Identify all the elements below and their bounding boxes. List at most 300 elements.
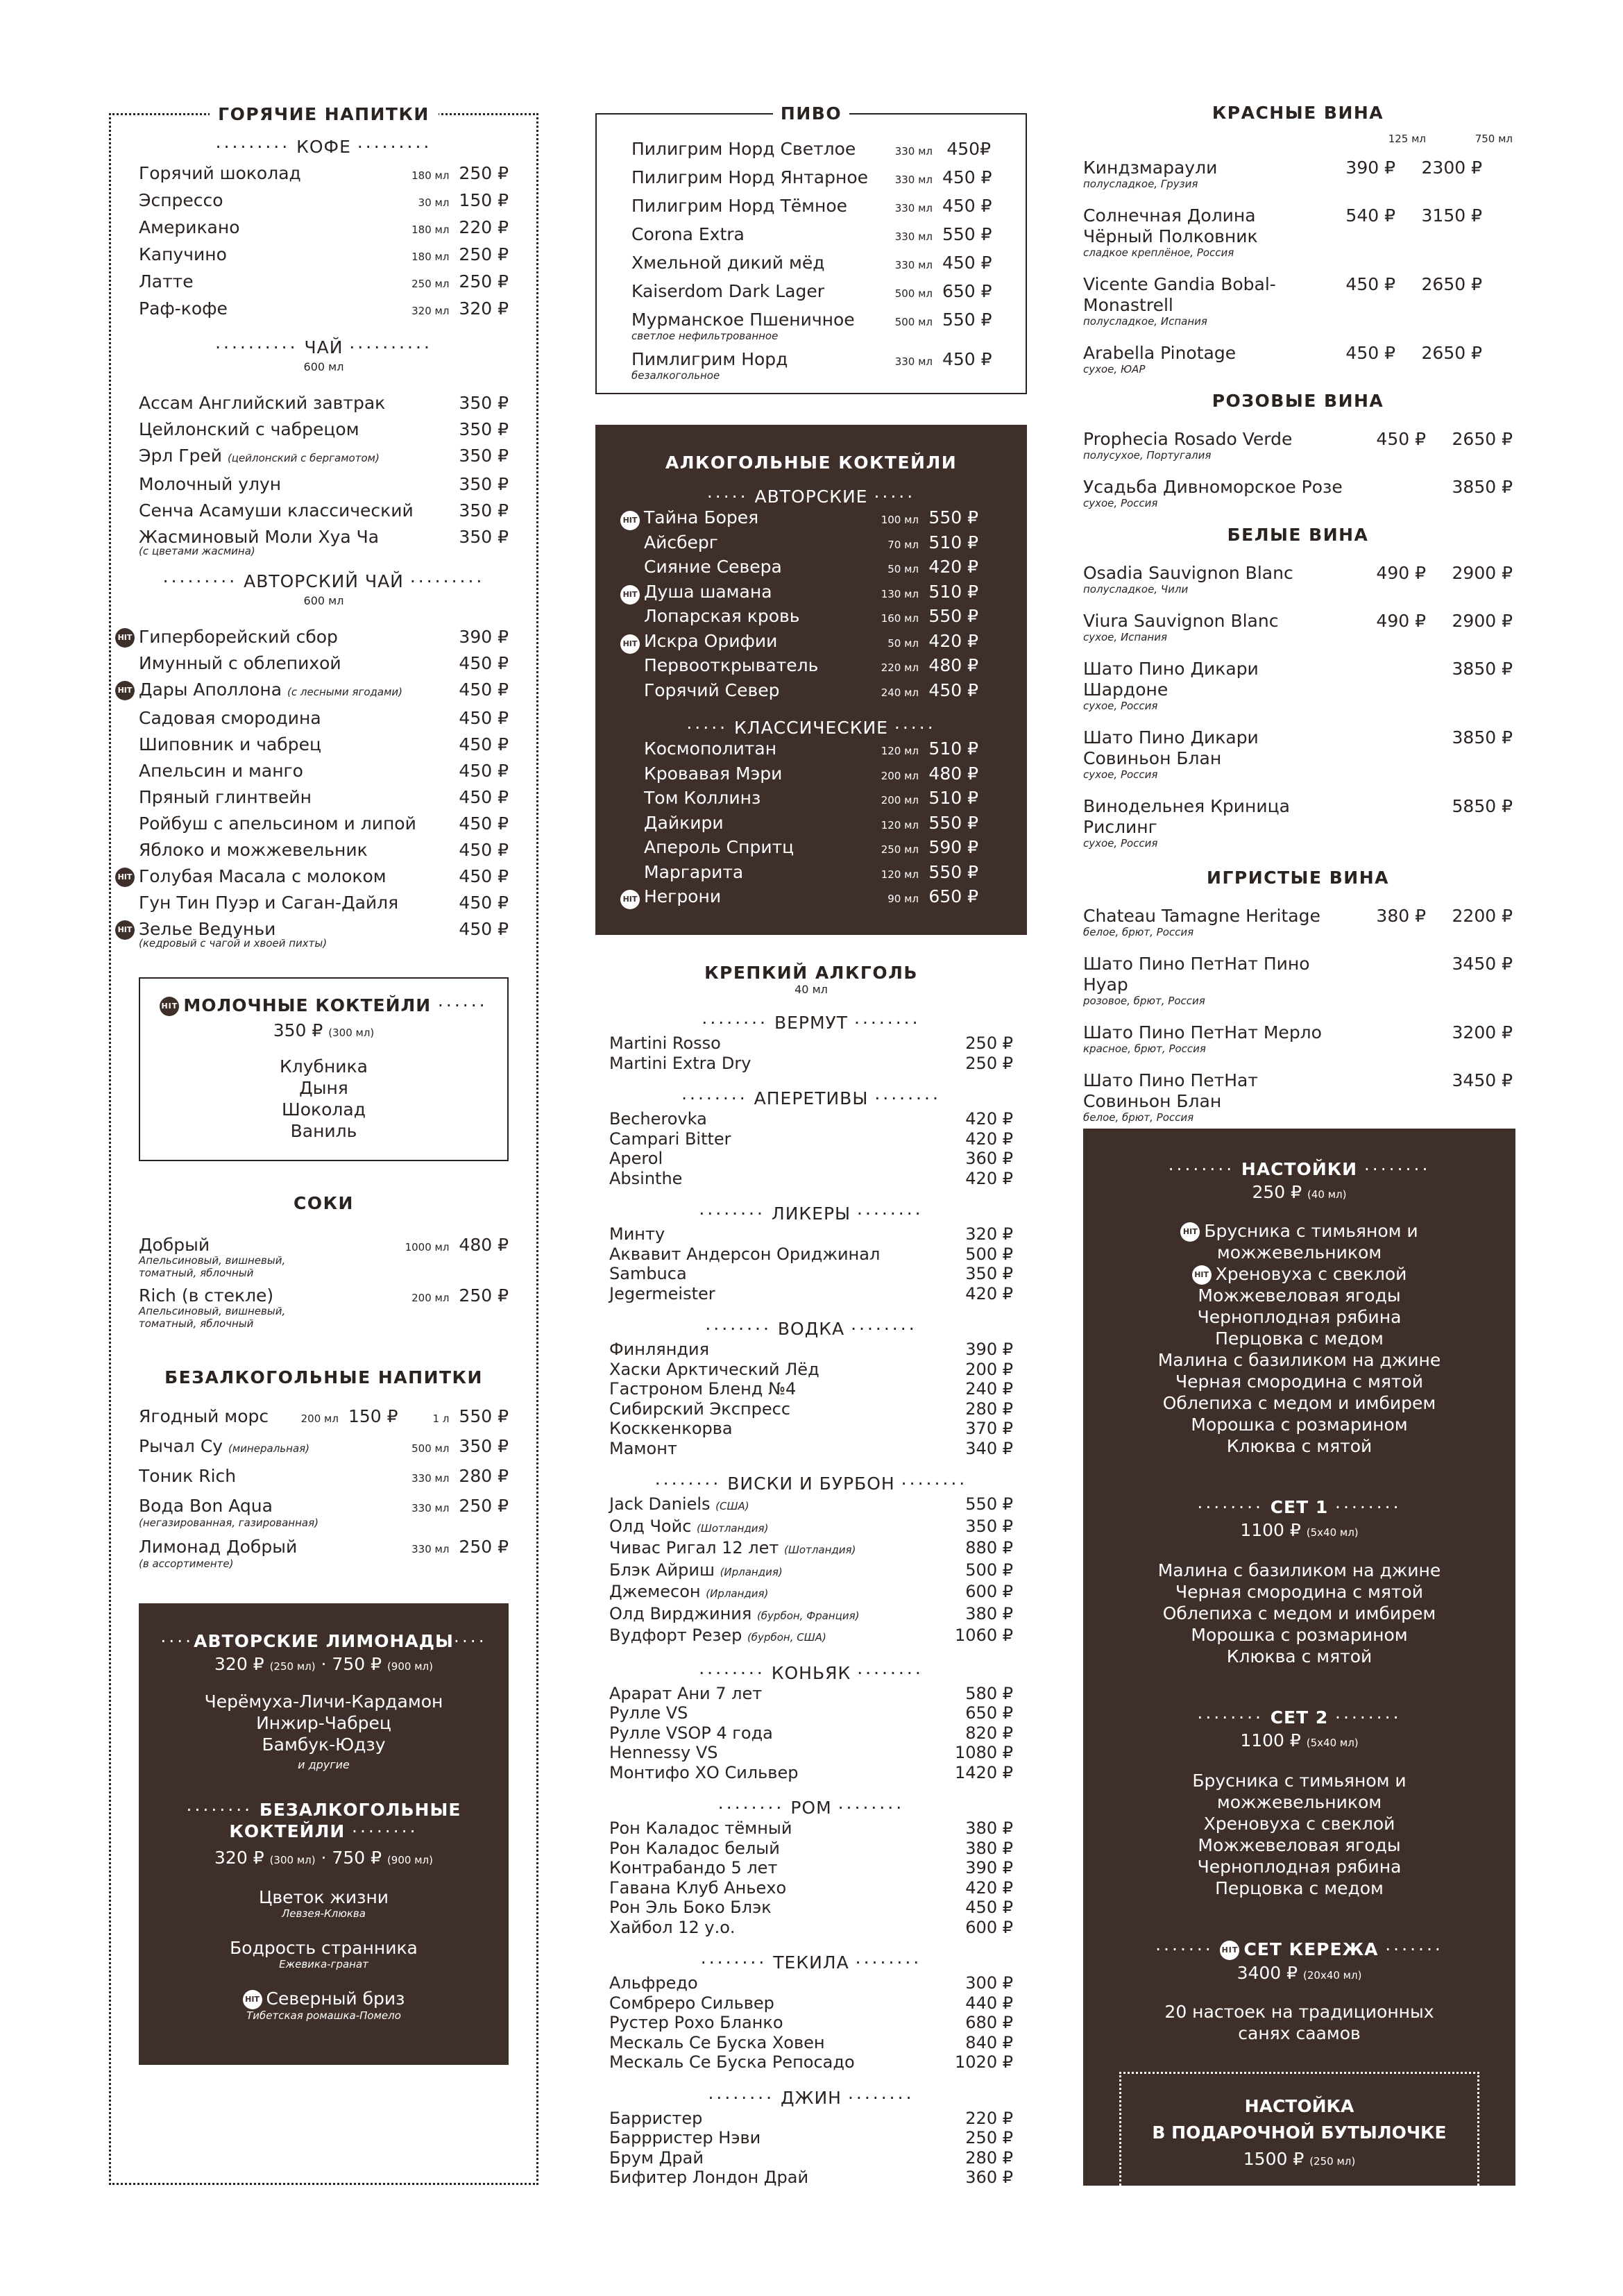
- item-name: [139, 624, 459, 650]
- item-name-text: Апельсин и манго: [139, 761, 303, 781]
- item-price: 510 ₽: [928, 788, 978, 808]
- item-name-text: Олд Чойс: [609, 1516, 692, 1536]
- strong-group-title: [609, 1798, 1013, 1818]
- item-name-text: Тайна Борея: [644, 507, 759, 527]
- item-description: Апельсиновый, вишневый, томатный, яблочный: [139, 1254, 286, 1279]
- item-name: [631, 164, 895, 191]
- menu-item: [631, 250, 991, 278]
- item-price: 250 ₽: [459, 1496, 509, 1516]
- dots-decoration: ········: [705, 1319, 772, 1339]
- item-price: 250 ₽: [965, 1053, 1013, 1073]
- item-name: [139, 677, 459, 705]
- menu-item: [644, 556, 978, 581]
- item-name: [609, 1538, 930, 1560]
- wine-description: сухое, Испания: [1083, 631, 1167, 643]
- wine-item: [1083, 659, 1513, 700]
- item-volume: 330 мл: [411, 1543, 450, 1555]
- item-price: 450 ₽: [459, 734, 509, 754]
- item-name-text: Лопарская кровь: [644, 606, 800, 626]
- menu-item: [139, 1462, 509, 1492]
- list-item-text: Морошка с розмарином: [1191, 1415, 1408, 1435]
- item-price: 1080 ₽: [955, 1743, 1013, 1762]
- item-name-text: Rich (в стекле): [139, 1285, 274, 1306]
- item-price: 450 ₽: [942, 167, 992, 187]
- hit-badge-icon: HIT: [1180, 1222, 1200, 1242]
- soft-cocktails-price: 320 ₽ (300 мл) · 750 ₽ (900 мл): [214, 1848, 433, 1868]
- gift-bottle-title-1: НАСТОЙКА: [1244, 2096, 1354, 2116]
- milkshakes-title: HIT МОЛОЧНЫЕ КОКТЕЙЛИ ······: [147, 995, 500, 1016]
- menu-item: [139, 296, 509, 323]
- item-name-text: Рулле VS: [609, 1703, 688, 1723]
- item-volume: 200 мл: [881, 769, 919, 782]
- item-name-text: Горячий Север: [644, 679, 780, 700]
- item-name-text: Пилигрим Норд Янтарное: [631, 167, 869, 187]
- item-price: 250 ₽: [459, 271, 509, 292]
- item-price: 350 ₽: [459, 419, 509, 439]
- item-price: 450 ₽: [942, 196, 992, 216]
- list-item: [1111, 1371, 1488, 1392]
- wine-item: [1083, 906, 1513, 927]
- list-item: [1111, 1328, 1488, 1349]
- strong-item: [609, 1684, 1013, 1704]
- menu-item: [644, 679, 978, 704]
- menu-item: [644, 605, 978, 630]
- dots-decoration: ········: [851, 1319, 917, 1339]
- item-name: [609, 1684, 930, 1704]
- item-name: [609, 1858, 930, 1878]
- menu-item: [139, 443, 509, 471]
- list-item: Малина с базиликом на джине: [1157, 1560, 1441, 1580]
- soft-cocktail-name-text: Бодрость странника: [230, 1938, 418, 1958]
- item-volume: 160 мл: [881, 612, 919, 625]
- soft-cocktail-name: [146, 1938, 502, 1958]
- item-name-text: Рон Каладос тёмный: [609, 1818, 792, 1838]
- strong-item: [609, 1993, 1013, 2014]
- strong-group-title: [609, 1663, 1013, 1684]
- menu-item: [631, 307, 991, 335]
- menu-item: [117, 677, 509, 705]
- item-name-text: Маргарита: [644, 861, 744, 882]
- item-price: 350 ₽: [965, 1516, 1013, 1536]
- strong-item: [609, 1494, 1013, 1517]
- item-price: 450 ₽: [965, 1898, 1013, 1917]
- item-name-text: Martini Extra Dry: [609, 1053, 751, 1073]
- item-price: 360 ₽: [965, 2168, 1013, 2187]
- item-price: 300 ₽: [965, 1973, 1013, 1993]
- item-name-text: Добрый: [139, 1235, 210, 1255]
- item-note: (Ирландия): [706, 1587, 769, 1600]
- menu-item: [139, 732, 509, 758]
- list-item: Черная смородина с мятой: [1175, 1582, 1423, 1602]
- menu-item: [139, 811, 509, 837]
- soft-cocktail-name: [146, 1989, 502, 2009]
- menu-item: [139, 784, 509, 811]
- item-name-text: Кровавая Мэри: [644, 763, 783, 784]
- item-name-text: Absinthe: [609, 1168, 683, 1188]
- soft-cocktails-title: ········ БЕЗАЛКОГОЛЬНЫЕ КОКТЕЙЛИ ········: [186, 1800, 461, 1841]
- list-item: Дыня: [299, 1078, 348, 1098]
- item-price: 840 ₽: [965, 2032, 1013, 2052]
- hit-badge-icon: HIT: [620, 585, 640, 605]
- menu-item: [622, 507, 978, 532]
- strong-item: [609, 1560, 1013, 1582]
- item-name-text: Гастроном Бленд №4: [609, 1379, 797, 1399]
- sparkling-wines-title: ИГРИСТЫЕ ВИНА: [1207, 868, 1389, 888]
- menu-item: [644, 836, 978, 861]
- strong-item: [609, 1703, 1013, 1723]
- wine-name: Шато Пино ПетНат Совиньон Блан: [1083, 1070, 1258, 1111]
- menu-item: [139, 161, 509, 188]
- item-name: [644, 738, 881, 761]
- item-name-text: Campari Bitter: [609, 1129, 731, 1149]
- item-name: [139, 811, 459, 837]
- gift-bottle-title-2: В ПОДАРОЧНОЙ БУТЫЛОЧКЕ: [1152, 2122, 1447, 2143]
- wine-price-glass: 450 ₽: [1376, 429, 1426, 449]
- item-price: 420 ₽: [965, 1283, 1013, 1303]
- item-name-text: Олд Вирджиния: [609, 1603, 752, 1623]
- wine-volume-headers: [1083, 133, 1513, 145]
- item-name-text: Эрл Грей: [139, 446, 222, 466]
- item-name: [139, 916, 459, 943]
- strong-item: [609, 1033, 1013, 1054]
- item-description: Апельсиновый, вишневый, томатный, яблочный: [139, 1305, 286, 1330]
- tinctures-title: ········ НАСТОЙКИ ········: [1168, 1159, 1431, 1179]
- item-price: 480 ₽: [928, 763, 978, 784]
- item-price: 550 ₽: [942, 224, 992, 244]
- hit-badge-icon: HIT: [115, 868, 135, 887]
- item-name: [644, 532, 887, 555]
- wine-price-glass: 390 ₽: [1345, 158, 1395, 178]
- item-price: 510 ₽: [928, 532, 978, 552]
- menu-item: [644, 861, 978, 886]
- hit-badge-icon: HIT: [243, 1990, 262, 2009]
- item-name: [609, 1918, 930, 1938]
- list-item: [1111, 1220, 1488, 1263]
- item-price: 550 ₽: [928, 861, 978, 882]
- item-name: [644, 556, 887, 579]
- item-price: 420 ₽: [965, 1877, 1013, 1898]
- strong-item: [609, 1264, 1013, 1284]
- item-volume: 50 мл: [887, 563, 919, 575]
- item-name-text: Дайкири: [644, 812, 724, 833]
- wine-description: сухое, Россия: [1083, 700, 1158, 712]
- dots-decoration: ········: [857, 1204, 924, 1224]
- item-description: (кедровый с чагой и хвоей пихты): [139, 937, 328, 949]
- wine-price-bottle: 3450 ₽: [1452, 1070, 1513, 1090]
- item-name-text: Сибирский Экспресс: [609, 1399, 791, 1419]
- strong-item: [609, 2128, 1013, 2148]
- item-name-text: Ягодный морс: [139, 1406, 269, 1426]
- item-name-text: Латте: [139, 271, 194, 292]
- item-name-text: Финляндия: [609, 1340, 710, 1359]
- beer-list: [631, 136, 991, 382]
- item-name-text: Рычал Су: [139, 1436, 223, 1456]
- item-volume: 70 мл: [887, 538, 919, 551]
- wine-price-glass: 450 ₽: [1345, 274, 1395, 294]
- list-item: [1111, 1414, 1488, 1435]
- item-name: [139, 269, 411, 294]
- soft-cocktails-list: [146, 1887, 502, 2022]
- item-name: [609, 1604, 930, 1626]
- juices-list: [139, 1233, 509, 1330]
- menu-item: [117, 916, 509, 943]
- strong-item: [609, 1918, 1013, 1938]
- item-price: 380 ₽: [965, 1603, 1013, 1623]
- list-item: Перцовка с медом: [1215, 1878, 1384, 1898]
- strong-group-title-text: ВЕРМУТ: [774, 1013, 849, 1033]
- strong-item: [609, 1109, 1013, 1129]
- item-name-text: Айсберг: [644, 532, 718, 552]
- list-item-text: Можжевеловая ягоды: [1198, 1285, 1401, 1306]
- tinctures-price: 250 ₽ (40 мл): [1252, 1182, 1347, 1202]
- item-name-text: Вода Bon Aqua: [139, 1496, 273, 1516]
- item-name-text: Косккенкорва: [609, 1419, 733, 1438]
- item-price: 350 ₽: [459, 1436, 509, 1456]
- strong-group-title: [609, 1088, 1013, 1109]
- item-price: 450 ₽: [459, 679, 509, 700]
- wine-item: [1083, 611, 1513, 632]
- item-name-text: Тоник Rich: [139, 1466, 237, 1486]
- wine-item: [1083, 1022, 1513, 1043]
- wine-description: белое, брют, Россия: [1083, 926, 1194, 938]
- item-name-text: Becherovka: [609, 1109, 707, 1129]
- item-name: [609, 1244, 930, 1265]
- lemonades-panel: [139, 1603, 509, 2065]
- item-price: 580 ₽: [965, 1683, 1013, 1703]
- set2-price: 1100 ₽ (5х40 мл): [1240, 1730, 1359, 1750]
- item-price: 450 ₽: [928, 679, 978, 700]
- item-name: [609, 1839, 930, 1859]
- item-name: [609, 1284, 930, 1304]
- item-volume: 120 мл: [881, 745, 919, 757]
- lemonades-price: 320 ₽ (250 мл) · 750 ₽ (900 мл): [214, 1654, 433, 1674]
- item-name-text: Corona Extra: [631, 224, 745, 244]
- item-name: [644, 581, 881, 604]
- set2-title: ········ СЕТ 2 ········: [1197, 1707, 1402, 1728]
- item-price: 450 ₽: [459, 653, 509, 673]
- menu-item: [644, 738, 978, 763]
- strong-item: [609, 1582, 1013, 1604]
- item-volume: 220 мл: [881, 661, 919, 674]
- item-price: 390 ₽: [965, 1340, 1013, 1359]
- wine-item: [1083, 954, 1513, 995]
- item-name: [139, 1233, 405, 1258]
- strong-item: [609, 2013, 1013, 2033]
- item-name: [609, 1149, 930, 1169]
- strong-group-title: [609, 1204, 1013, 1224]
- cocktails-title: АЛКОГОЛЬНЫЕ КОКТЕЙЛИ: [665, 453, 958, 473]
- strong-group-title: [609, 1952, 1013, 1973]
- dots-decoration: ········: [702, 1013, 768, 1033]
- wine-description: полусладкое, Грузия: [1083, 178, 1198, 190]
- milkshakes-box: [139, 977, 509, 1161]
- item-name-text: Пряный глинтвейн: [139, 787, 312, 807]
- wine-name: Osadia Sauvignon Blanc: [1083, 563, 1293, 583]
- item-price: 480 ₽: [459, 1235, 509, 1255]
- item-price: 250 ₽: [459, 163, 509, 183]
- strong-item: [609, 1878, 1013, 1898]
- item-price: 510 ₽: [928, 581, 978, 602]
- menu-item: [644, 655, 978, 679]
- item-name-text: Хмельной дикий мёд: [631, 253, 825, 273]
- item-name: [609, 1723, 930, 1744]
- item-price: 450 ₽: [459, 919, 509, 939]
- list-item: Бамбук-Юдзу: [262, 1734, 386, 1755]
- strong-group-title-text: ВОДКА: [777, 1319, 845, 1339]
- wine-name: Arabella Pinotage: [1083, 343, 1237, 363]
- menu-item: [139, 498, 509, 524]
- strong-item: [609, 1439, 1013, 1459]
- wine-item: [1083, 796, 1513, 838]
- wine-name: Шато Пино ПетНат Пино Нуар: [1083, 954, 1310, 995]
- set2-list: [1111, 1770, 1488, 1899]
- item-name-text: Sambuca: [609, 1264, 687, 1283]
- item-price: 280 ₽: [965, 2147, 1013, 2168]
- item-name-text: Гун Тин Пуэр и Саган-Дайля: [139, 893, 399, 913]
- item-price: 420 ₽: [965, 1129, 1013, 1149]
- strong-item: [609, 1898, 1013, 1918]
- item-price: 420 ₽: [965, 1109, 1013, 1129]
- tinctures-list: [1111, 1220, 1488, 1457]
- item-name-text: Рулле VSOP 4 года: [609, 1723, 773, 1743]
- item-name-text: Чивас Ригал 12 лет: [609, 1538, 779, 1558]
- item-volume: 330 мл: [894, 230, 933, 243]
- item-price: 350 ₽: [459, 527, 509, 547]
- rose-wines-list: [1083, 429, 1513, 509]
- menu-item: [139, 1403, 509, 1433]
- item-name: [644, 679, 881, 702]
- coffee-subtitle: ········· КОФЕ ·········: [215, 137, 432, 157]
- item-note: (цейлонский с бергамотом): [227, 452, 380, 464]
- list-item: Облепиха с медом и имбирем: [1162, 1603, 1436, 1623]
- item-note: (Шотландия): [783, 1544, 856, 1556]
- menu-item: [139, 471, 509, 498]
- hit-badge-icon: HIT: [620, 511, 640, 530]
- item-name: [609, 2128, 930, 2148]
- hot-drinks-title: ГОРЯЧИЕ НАПИТКИ: [210, 104, 439, 124]
- menu-item: [117, 624, 509, 650]
- item-price: 500 ₽: [965, 1244, 1013, 1264]
- list-item-text: Хреновуха с свеклой: [1215, 1264, 1407, 1284]
- soft-drinks-list: [139, 1403, 509, 1570]
- item-name: [644, 630, 887, 653]
- set1-title: ········ СЕТ 1 ········: [1197, 1497, 1402, 1517]
- hit-badge-icon: HIT: [115, 920, 135, 940]
- wine-name: Киндзмараули: [1083, 158, 1218, 178]
- red-wines-title: КРАСНЫЕ ВИНА: [1212, 103, 1384, 123]
- item-name: [631, 307, 895, 333]
- item-price: 390 ₽: [965, 1858, 1013, 1877]
- item-name-text: Баррристер Нэви: [609, 2128, 761, 2147]
- item-price: 680 ₽: [965, 2013, 1013, 2032]
- list-item: [1111, 1435, 1488, 1457]
- item-volume: 200 мл: [411, 1292, 450, 1304]
- hit-badge-icon: HIT: [620, 634, 640, 654]
- item-price: 250 ₽: [965, 1033, 1013, 1053]
- item-name: [139, 758, 459, 784]
- strong-item: [609, 1517, 1013, 1539]
- white-wines-title: БЕЛЫЕ ВИНА: [1227, 525, 1369, 545]
- item-price: 600 ₽: [965, 1917, 1013, 1937]
- item-name: [139, 1533, 411, 1561]
- item-name: [609, 1340, 930, 1360]
- cocktails-classic-list: [622, 738, 978, 911]
- strong-group-title-text: РОМ: [790, 1798, 832, 1818]
- item-price: 380 ₽: [965, 1818, 1013, 1838]
- kerezh-set-description: 20 настоек на традиционных санях саамов: [1164, 2002, 1434, 2043]
- list-item: Клубника: [280, 1056, 368, 1077]
- milkshakes-list: [147, 1056, 500, 1142]
- red-wines-list: [1083, 158, 1513, 375]
- item-price: 320 ₽: [459, 298, 509, 319]
- item-name-text: Барристер: [609, 2108, 703, 2128]
- item-volume: 180 мл: [411, 169, 450, 182]
- item-name: [139, 890, 459, 916]
- item-name: [609, 1898, 930, 1918]
- item-name: [139, 390, 459, 416]
- menu-item: [622, 581, 978, 606]
- menu-item: [139, 524, 509, 550]
- cocktails-author-subtitle: ····· АВТОРСКИЕ ·····: [706, 487, 916, 507]
- item-note: (с лесными ягодами): [287, 686, 403, 698]
- wine-description: сухое, Россия: [1083, 768, 1158, 781]
- item-name: [631, 278, 895, 305]
- wine-item: [1083, 205, 1513, 247]
- item-name-text: Пилигрим Норд Светлое: [631, 139, 856, 159]
- item-name-text: Мурманское Пшеничное: [631, 310, 855, 330]
- strong-item: [609, 1763, 1013, 1783]
- item-name-text: Kaiserdom Dark Lager: [631, 281, 824, 301]
- item-name: [644, 655, 881, 677]
- wine-description: полусладкое, Испания: [1083, 315, 1207, 328]
- soft-cocktail-name-text: Цветок жизни: [258, 1887, 389, 1907]
- item-name: [609, 2033, 930, 2053]
- item-name-text: Рустер Рохо Бланко: [609, 2013, 783, 2032]
- menu-item: [139, 215, 509, 242]
- gift-bottle-box: [1119, 2072, 1479, 2193]
- item-note: (Ирландия): [720, 1565, 783, 1578]
- menu-item: [139, 242, 509, 269]
- wine-volume-glass: 125 мл: [1388, 133, 1426, 145]
- menu-item: [139, 705, 509, 732]
- item-name: [631, 250, 895, 276]
- wine-item: [1083, 343, 1513, 364]
- item-price: 420 ₽: [928, 630, 978, 651]
- wine-name: Усадьба Дивноморское Розе: [1083, 477, 1343, 497]
- wine-name: Vicente Gandia Bobal-Monastrell: [1083, 274, 1276, 315]
- item-name: [139, 161, 411, 186]
- wine-item: [1083, 1070, 1513, 1112]
- list-item-text: Облепиха с медом и имбирем: [1162, 1393, 1436, 1413]
- item-price: 420 ₽: [928, 557, 978, 577]
- list-item: Черноплодная рябина: [1197, 1857, 1402, 1877]
- item-volume: 180 мл: [411, 223, 450, 236]
- item-name: [139, 498, 459, 524]
- wine-description: белое, брют, Россия: [1083, 1111, 1194, 1124]
- item-description: безалкогольное: [631, 369, 720, 382]
- item-name-text: Рон Эль Боко Блэк: [609, 1898, 772, 1917]
- item-name-text: Том Коллинз: [644, 788, 761, 808]
- item-name: [139, 416, 459, 443]
- wine-name: Шато Пино Дикари Совиньон Блан: [1083, 727, 1259, 768]
- menu-item: [631, 164, 991, 193]
- wine-description: сухое, Россия: [1083, 497, 1158, 509]
- item-name-text: Минту: [609, 1224, 665, 1244]
- menu-item: [139, 416, 509, 443]
- strong-item: [609, 1626, 1013, 1648]
- item-name-text: Рон Каладос белый: [609, 1838, 780, 1858]
- item-name-text: Блэк Айриш: [609, 1560, 715, 1580]
